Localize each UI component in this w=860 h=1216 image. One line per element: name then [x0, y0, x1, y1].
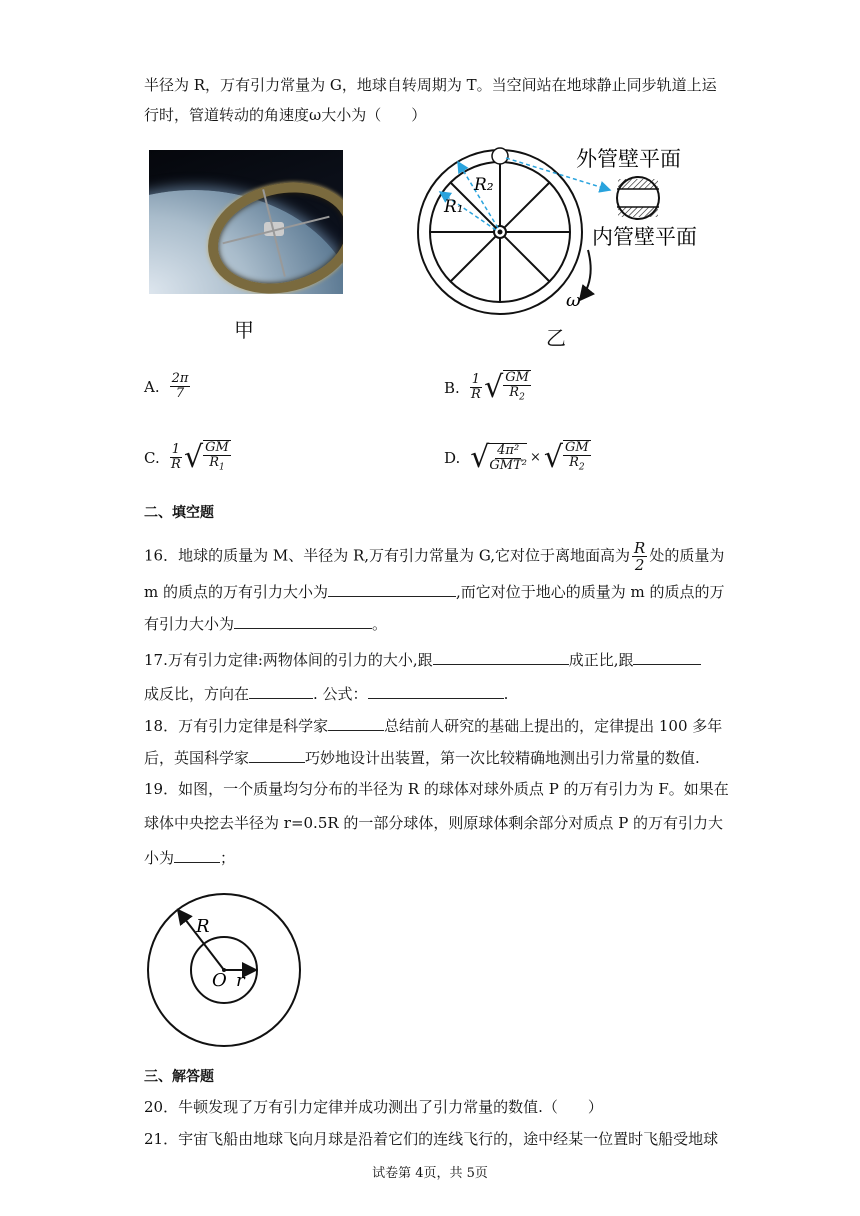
q18-text-2b: 巧妙地设计出装置，第一次比较精确地测出引力常量的数值. [305, 749, 700, 767]
q19-line1: 19．如图，一个质量均匀分布的半径为 R 的球体对球外质点 P 的万有引力为 F。如果在 [144, 780, 729, 798]
option-b-label: B. [444, 378, 460, 397]
option-a-formula: $\frac{2\pi}{7}$ [171, 371, 189, 401]
q19-text-3b: ； [220, 849, 236, 867]
section-fill-blank-heading: 二、填空题 [144, 505, 214, 521]
wheel-diagram [410, 140, 730, 350]
q16-blank-2[interactable] [234, 612, 372, 629]
space-station-photo [149, 150, 343, 294]
q15-text-line2: 行时，管道转动的角速度ω大小为（ ） [144, 106, 427, 124]
label-r: r [236, 970, 245, 991]
label-R: R [196, 916, 210, 937]
caption-yi: 乙 [546, 326, 566, 350]
option-b-formula: $\frac{1}{R}$ √ $\frac{GM}{R_2}$ [471, 370, 529, 405]
page-footer: 试卷第 4页，共 5页 [372, 1166, 488, 1181]
q18-text-2a: 后，英国科学家 [144, 749, 250, 767]
q16-text-1b: 处的质量为 [649, 546, 725, 565]
q17-text-b: 成正比,跟 [568, 651, 634, 669]
rotation-arrow [580, 250, 591, 300]
caption-jia: 甲 [234, 318, 254, 342]
option-c-formula: $\frac{1}{R}$ √ $\frac{GM}{R_1}$ [170, 440, 229, 475]
q16-text-2b: ,而它对位于地心的质量为 m 的质点的万 [456, 583, 725, 601]
label-O: O [212, 970, 227, 991]
q18-text-1b: 总结前人研究的基础上提出的，定律提出 100 多年 [384, 717, 723, 735]
label-inner-wall: 内管壁平面 [592, 225, 697, 249]
tube-cross-section [617, 177, 659, 219]
option-d[interactable] [444, 440, 591, 475]
q16-text-2a: m 的质点的万有引力大小为 [144, 583, 328, 601]
option-c[interactable] [144, 440, 231, 475]
q19-text-3a: 小为 [144, 849, 175, 867]
wheel-hub-inner [498, 230, 503, 235]
q17-text-c: 成反比，方向在 [144, 685, 250, 703]
q17-text-a: 17.万有引力定律:两物体间的引力的大小,跟 [144, 651, 433, 669]
q17-blank-3[interactable] [249, 682, 313, 699]
label-omega: ω [566, 290, 581, 311]
option-a[interactable] [144, 372, 190, 401]
label-r2: R₂ [474, 175, 494, 195]
q15-text-line1: 半径为 R，万有引力常量为 G，地球自转周期为 T。当空间站在地球静止同步轨道上运 [144, 76, 717, 94]
option-b[interactable] [444, 370, 531, 405]
q16-line1 [144, 540, 724, 573]
q16-line2 [144, 580, 724, 603]
q16-text-3a: 有引力大小为 [144, 615, 235, 633]
q19-line3 [144, 846, 724, 869]
label-outer-wall: 外管壁平面 [576, 147, 681, 171]
q16-fraction-r-over-2: $\frac{R}{2}$ [634, 539, 646, 574]
tube-marker [492, 148, 508, 164]
q16-text-1a: 16．地球的质量为 M、半径为 R,万有引力常量为 G,它对位于离地面高为 [144, 546, 631, 565]
sphere-diagram [144, 890, 304, 1052]
q19-line2: 球体中央挖去半径为 r=0.5R 的一部分球体，则原球体剩余部分对质点 P 的万有引力大 [144, 814, 724, 832]
option-a-label: A. [144, 377, 160, 396]
q17-blank-1[interactable] [433, 648, 569, 665]
option-c-label: C. [144, 448, 160, 467]
q19-blank-1[interactable] [174, 846, 220, 863]
q18-text-1a: 18．万有引力定律是科学家 [144, 717, 329, 735]
label-r1: R₁ [444, 197, 464, 217]
q17-blank-2[interactable] [633, 648, 701, 665]
q16-text-3b: 。 [372, 615, 388, 633]
q17-blank-4[interactable] [368, 682, 504, 699]
q17-line2 [144, 682, 724, 705]
q21-text: 21．宇宙飞船由地球飞向月球是沿着它们的连线飞行的，途中经某一位置时飞船受地球 [144, 1130, 719, 1148]
q17-text-d: . 公式： [313, 685, 368, 703]
section-answer-heading: 三、解答题 [144, 1069, 214, 1085]
q20-text: 20．牛顿发现了万有引力定律并成功测出了引力常量的数值.（ ） [144, 1098, 603, 1116]
q17-text-e: . [503, 685, 509, 703]
option-d-formula: √ $\frac{\text{4π²}}{\text{GMT²}}$ × √ $\frac{GM}{R_2}$ [470, 440, 589, 475]
q18-line1 [144, 714, 724, 737]
q16-blank-1[interactable] [328, 580, 456, 597]
q18-blank-1[interactable] [328, 714, 384, 731]
q18-line2 [144, 746, 724, 769]
q16-line3 [144, 612, 724, 635]
q17-line1 [144, 648, 724, 671]
q18-blank-2[interactable] [249, 746, 305, 763]
option-d-label: D. [444, 448, 461, 467]
